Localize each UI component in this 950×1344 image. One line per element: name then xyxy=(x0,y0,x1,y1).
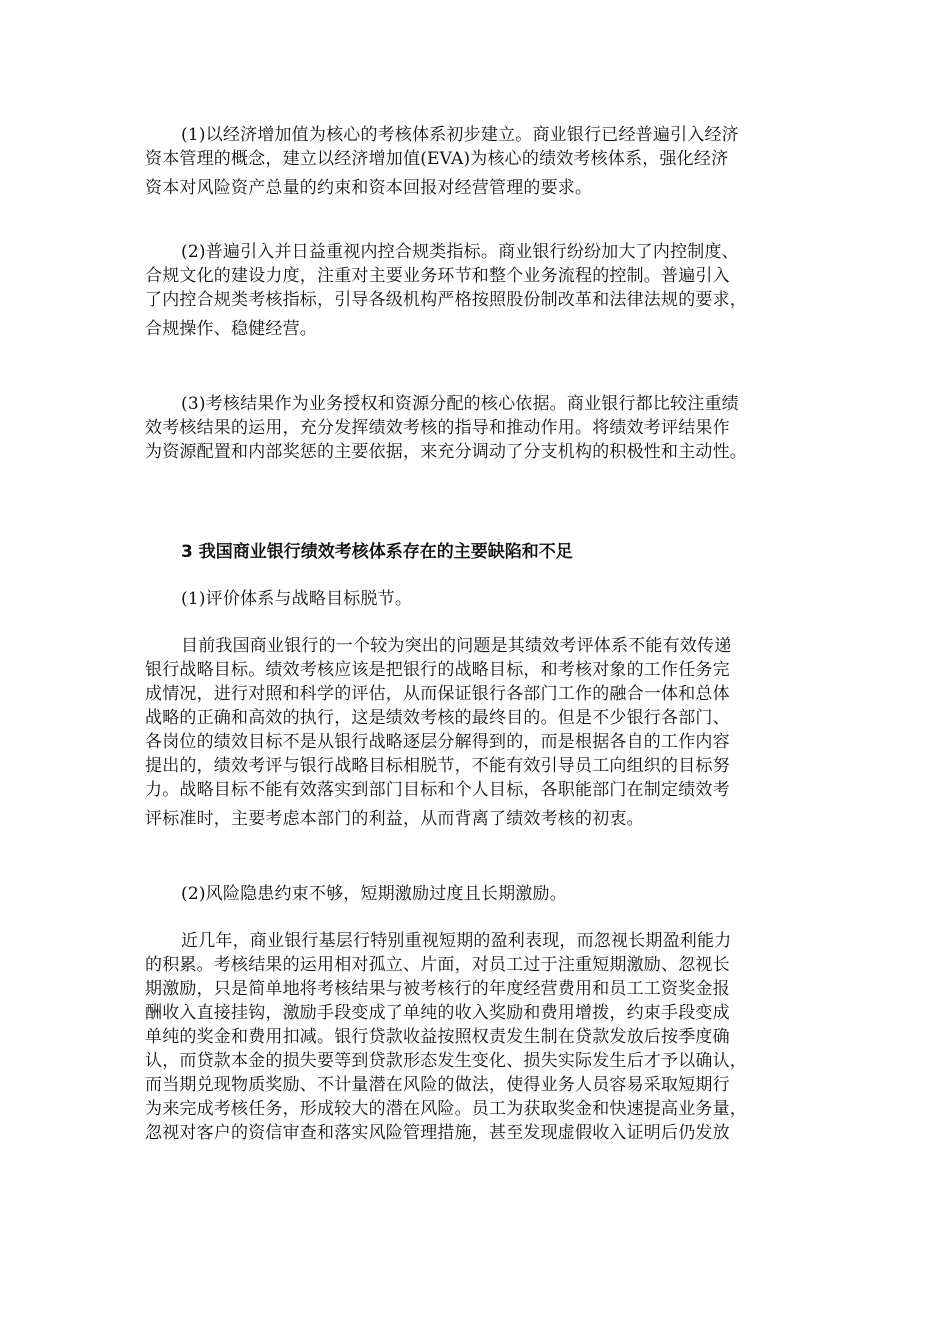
subheading-2 xyxy=(145,882,807,906)
paragraph-line: 资本管理的概念，建立以经济增加值(EVA)为核心的绩效考核体系，强化经济 xyxy=(145,149,729,169)
paragraph-line: 酬收入直接挂钩，激励手段变成了单纯的收入奖励和费用增拨，约束手段变成 xyxy=(145,1003,730,1023)
subheading-line: (2)风险隐患约束不够，短期激励过度且长期激励。 xyxy=(181,884,567,904)
paragraph-line: 的积累。考核结果的运用相对孤立、片面，对员工过于注重短期激励、忽视长 xyxy=(145,955,730,975)
paragraph-line: (2)普遍引入并日益重视内控合规类指标。商业银行纷纷加大了内控制度、 xyxy=(181,242,739,262)
paragraph-line: 单纯的奖金和费用扣减。银行贷款收益按照权责发生制在贷款发放后按季度确 xyxy=(145,1027,730,1047)
paragraph-line: 目前我国商业银行的一个较为突出的问题是其绩效考评体系不能有效传递 xyxy=(181,636,732,656)
subheading-line: (1)评价体系与战略目标脱节。 xyxy=(181,589,413,609)
subheading-1 xyxy=(145,587,807,611)
paragraph-3 xyxy=(145,392,807,464)
paragraph-line: 效考核结果的运用，充分发挥绩效考核的指导和推动作用。将绩效考评结果作 xyxy=(145,418,730,438)
paragraph-line: 资本对风险资产总量的约束和资本回报对经营管理的要求。 xyxy=(145,178,593,198)
paragraph-line: 力。战略目标不能有效落实到部门目标和个人目标，各职能部门在制定绩效考 xyxy=(145,780,730,800)
paragraph-line: 忽视对客户的资信审查和落实风险管理措施，甚至发现虚假收入证明后仍发放 xyxy=(145,1123,730,1143)
paragraph-line: 战略的正确和高效的执行，这是绩效考核的最终目的。但是不少银行各部门、 xyxy=(145,708,730,728)
paragraph-line: 了内控合规类考核指标，引导各级机构严格按照股份制改革和法律法规的要求， xyxy=(145,290,747,310)
paragraph-line: (3)考核结果作为业务授权和资源分配的核心依据。商业银行都比较注重绩 xyxy=(181,394,739,414)
paragraph-line: (1)以经济增加值为核心的考核体系初步建立。商业银行已经普遍引入经济 xyxy=(181,125,739,145)
paragraph-line: 成情况，进行对照和科学的评估，从而保证银行各部门工作的融合一体和总体 xyxy=(145,684,730,704)
paragraph-5 xyxy=(145,929,807,1145)
paragraph-line: 为来完成考核任务，形成较大的潜在风险。员工为获取奖金和快速提高业务量， xyxy=(145,1099,747,1119)
paragraph-line: 提出的，绩效考评与银行战略目标相脱节，不能有效引导员工向组织的目标努 xyxy=(145,756,730,776)
paragraph-line: 为资源配置和内部奖惩的主要依据，来充分调动了分支机构的积极性和主动性。 xyxy=(145,442,747,462)
paragraph-line: 合规操作、稳健经营。 xyxy=(145,319,317,339)
paragraph-1 xyxy=(145,123,807,206)
paragraph-line: 期激励，只是简单地将考核结果与被考核行的年度经营费用和员工工资奖金报 xyxy=(145,979,730,999)
paragraph-line: 近几年，商业银行基层行特别重视短期的盈利表现，而忽视长期盈利能力 xyxy=(181,931,732,951)
paragraph-line: 各岗位的绩效目标不是从银行战略逐层分解得到的，而是根据各自的工作内容 xyxy=(145,732,730,752)
paragraph-line: 而当期兑现物质奖励、不计量潜在风险的做法，使得业务人员容易采取短期行 xyxy=(145,1075,730,1095)
paragraph-4 xyxy=(145,634,807,837)
paragraph-2 xyxy=(145,240,807,347)
paragraph-line: 合规文化的建设力度，注重对主要业务环节和整个业务流程的控制。普遍引入 xyxy=(145,266,730,286)
section-heading: 3 我国商业银行绩效考核体系存在的主要缺陷和不足 xyxy=(181,542,573,562)
paragraph-line: 认，而贷款本金的损失要等到贷款形态发生变化、损失实际发生后才予以确认， xyxy=(145,1051,747,1071)
paragraph-line: 评标准时，主要考虑本部门的利益，从而背离了绩效考核的初衷。 xyxy=(145,809,644,829)
paragraph-line: 银行战略目标。绩效考核应该是把银行的战略目标，和考核对象的工作任务完 xyxy=(145,660,730,680)
